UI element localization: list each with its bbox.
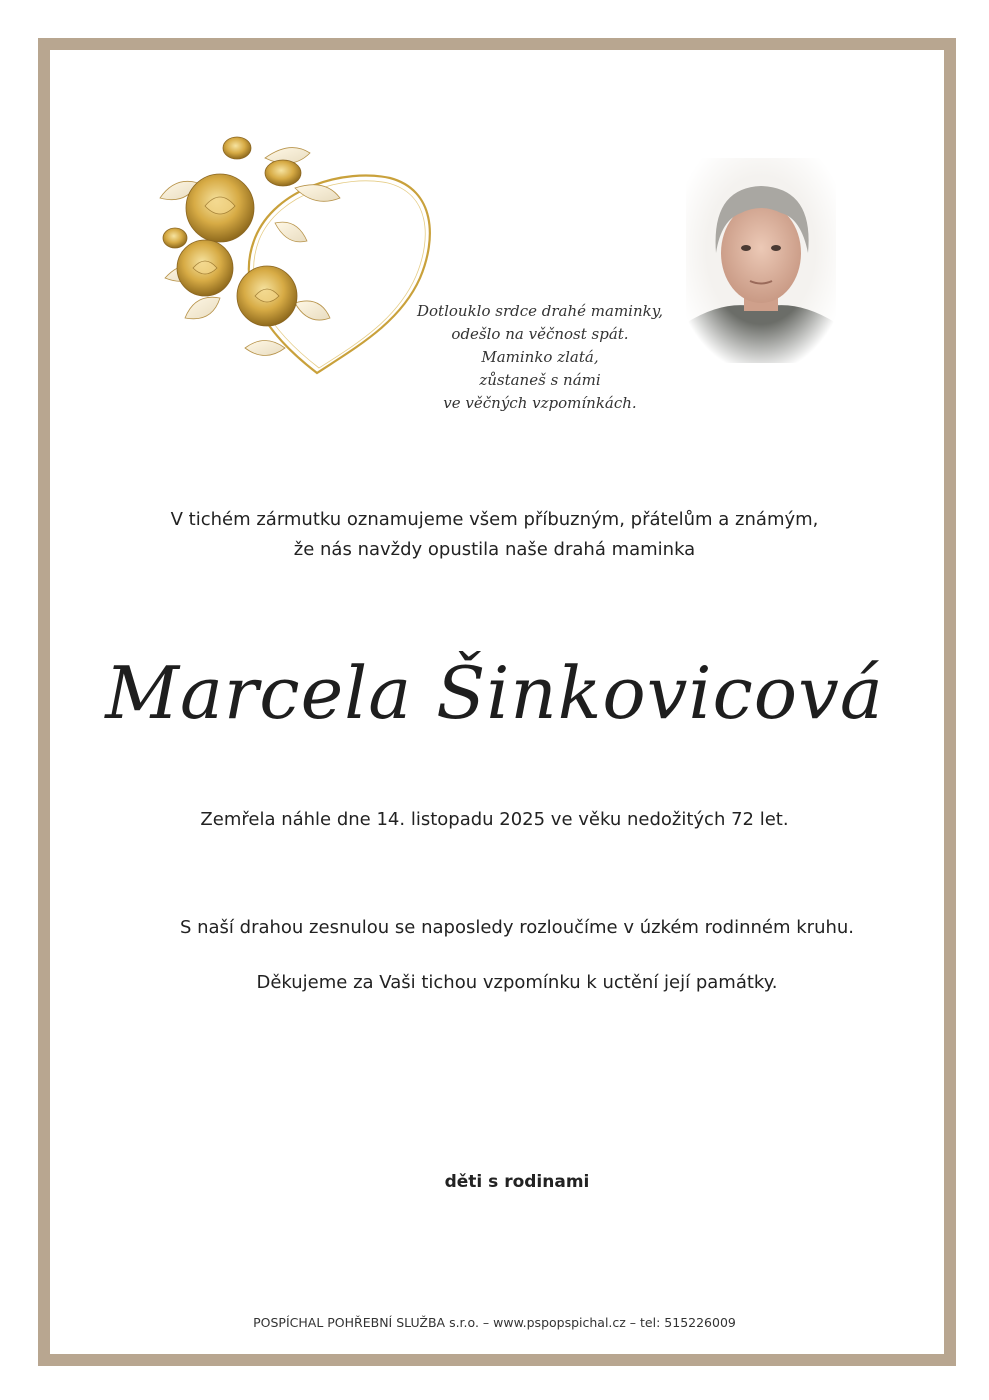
thanks-text: Děkujeme za Vaši tichou vzpomínku k uctění její památky. (256, 972, 778, 993)
portrait-photo (686, 158, 836, 363)
intro-line-2: že nás navždy opustila naše drahá maminka (293, 539, 696, 560)
poem-line: ve věčných vzpomínkách. (443, 394, 637, 412)
poem-line: Dotlouklo srdce drahé maminky, (417, 302, 663, 320)
poem-line: zůstaneš s námi (479, 371, 601, 389)
funeral-service-footer: POSPÍCHAL POHŘEBNÍ SLUŽBA s.r.o. – www.pspopspichal.cz – tel: 515226009 (253, 1315, 736, 1330)
intro-line-1: V tichém zármutku oznamujeme všem příbuzným, přátelům a známým, (170, 509, 819, 530)
announcement-intro (0, 505, 989, 565)
deceased-name: Marcela Šinkovicová (105, 651, 884, 735)
memorial-poem (380, 300, 700, 415)
death-notice: Zemřela náhle dne 14. listopadu 2025 ve věku nedožitých 72 let. (200, 809, 789, 830)
signature: děti s rodinami (444, 1172, 590, 1192)
farewell-text: S naší drahou zesnulou se naposledy rozloučíme v úzkém rodinném kruhu. (179, 917, 855, 938)
poem-line: odešlo na věčnost spát. (451, 325, 629, 343)
poem-line: Maminko zlatá, (481, 348, 599, 366)
